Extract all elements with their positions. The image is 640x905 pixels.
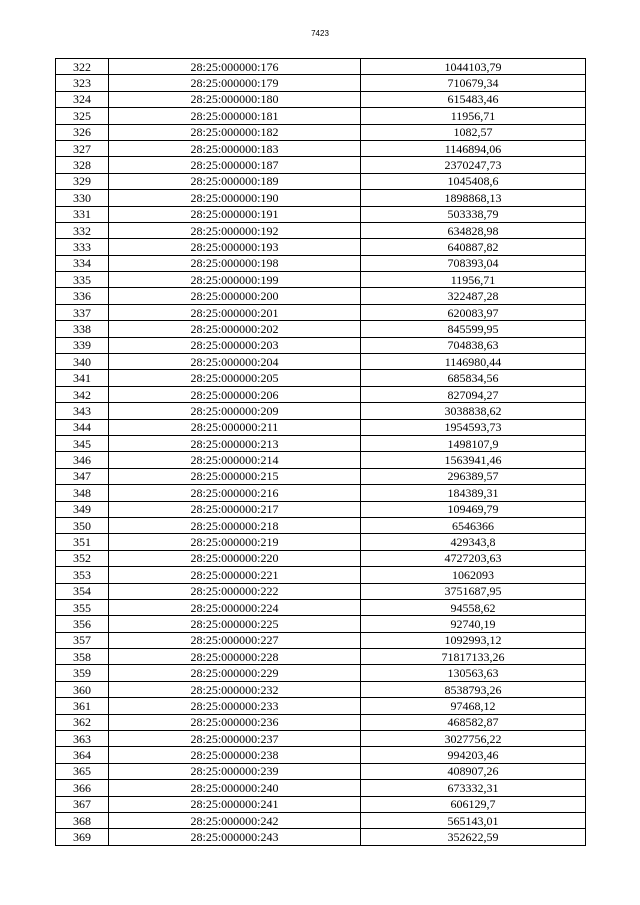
row-number-cell: 364 [56, 747, 109, 763]
row-number-cell: 336 [56, 288, 109, 304]
page-number: 7423 [311, 29, 329, 38]
table-row [56, 321, 586, 337]
cadastral-number-cell: 28:25:000000:187 [109, 157, 361, 173]
table-row [56, 698, 586, 714]
cadastral-number-cell: 28:25:000000:182 [109, 124, 361, 140]
value-cell: 71817133,26 [361, 649, 586, 665]
table-row [56, 665, 586, 681]
row-number-cell: 344 [56, 419, 109, 435]
table-row [56, 157, 586, 173]
value-cell: 634828,98 [361, 222, 586, 238]
table-row [56, 239, 586, 255]
table-row [56, 59, 586, 75]
row-number-cell: 354 [56, 583, 109, 599]
row-number-cell: 352 [56, 550, 109, 566]
row-number-cell: 331 [56, 206, 109, 222]
cadastral-number-cell: 28:25:000000:222 [109, 583, 361, 599]
table-row [56, 763, 586, 779]
value-cell: 4727203,63 [361, 550, 586, 566]
cadastral-number-cell: 28:25:000000:183 [109, 140, 361, 156]
value-cell: 130563,63 [361, 665, 586, 681]
table-row [56, 370, 586, 386]
row-number-cell: 324 [56, 91, 109, 107]
row-number-cell: 358 [56, 649, 109, 665]
value-cell: 97468,12 [361, 698, 586, 714]
row-number-cell: 362 [56, 714, 109, 730]
value-cell: 845599,95 [361, 321, 586, 337]
value-cell: 708393,04 [361, 255, 586, 271]
cadastral-number-cell: 28:25:000000:229 [109, 665, 361, 681]
table-row [56, 403, 586, 419]
value-cell: 1062093 [361, 567, 586, 583]
table-row [56, 75, 586, 91]
cadastral-number-cell: 28:25:000000:220 [109, 550, 361, 566]
row-number-cell: 353 [56, 567, 109, 583]
cadastral-number-cell: 28:25:000000:189 [109, 173, 361, 189]
value-cell: 109469,79 [361, 501, 586, 517]
table-row [56, 714, 586, 730]
value-cell: 710679,34 [361, 75, 586, 91]
row-number-cell: 340 [56, 354, 109, 370]
cadastral-number-cell: 28:25:000000:211 [109, 419, 361, 435]
value-cell: 994203,46 [361, 747, 586, 763]
cadastral-number-cell: 28:25:000000:209 [109, 403, 361, 419]
cadastral-number-cell: 28:25:000000:179 [109, 75, 361, 91]
table-row [56, 91, 586, 107]
value-cell: 94558,62 [361, 599, 586, 615]
table-row [56, 124, 586, 140]
value-cell: 565143,01 [361, 812, 586, 828]
cadastral-number-cell: 28:25:000000:227 [109, 632, 361, 648]
row-number-cell: 343 [56, 403, 109, 419]
cadastral-number-cell: 28:25:000000:215 [109, 468, 361, 484]
value-cell: 184389,31 [361, 485, 586, 501]
value-cell: 296389,57 [361, 468, 586, 484]
cadastral-number-cell: 28:25:000000:237 [109, 731, 361, 747]
table-row [56, 255, 586, 271]
table-row [56, 517, 586, 533]
value-cell: 11956,71 [361, 108, 586, 124]
value-cell: 6546366 [361, 517, 586, 533]
cadastral-number-cell: 28:25:000000:233 [109, 698, 361, 714]
cadastral-number-cell: 28:25:000000:204 [109, 354, 361, 370]
cadastral-number-cell: 28:25:000000:181 [109, 108, 361, 124]
table-body [56, 59, 586, 846]
table-row [56, 337, 586, 353]
cadastral-number-cell: 28:25:000000:203 [109, 337, 361, 353]
row-number-cell: 350 [56, 517, 109, 533]
row-number-cell: 349 [56, 501, 109, 517]
value-cell: 429343,8 [361, 534, 586, 550]
cadastral-number-cell: 28:25:000000:192 [109, 222, 361, 238]
cadastral-number-cell: 28:25:000000:236 [109, 714, 361, 730]
table-row [56, 501, 586, 517]
row-number-cell: 359 [56, 665, 109, 681]
table-row [56, 288, 586, 304]
row-number-cell: 327 [56, 140, 109, 156]
value-cell: 1563941,46 [361, 452, 586, 468]
cadastral-number-cell: 28:25:000000:224 [109, 599, 361, 615]
table-row [56, 419, 586, 435]
row-number-cell: 339 [56, 337, 109, 353]
cadastral-number-cell: 28:25:000000:201 [109, 304, 361, 320]
cadastral-number-cell: 28:25:000000:199 [109, 272, 361, 288]
table-row [56, 780, 586, 796]
row-number-cell: 365 [56, 763, 109, 779]
row-number-cell: 368 [56, 812, 109, 828]
table-row [56, 272, 586, 288]
row-number-cell: 363 [56, 731, 109, 747]
row-number-cell: 351 [56, 534, 109, 550]
row-number-cell: 369 [56, 829, 109, 845]
row-number-cell: 356 [56, 616, 109, 632]
row-number-cell: 329 [56, 173, 109, 189]
cadastral-number-cell: 28:25:000000:241 [109, 796, 361, 812]
row-number-cell: 341 [56, 370, 109, 386]
cadastral-number-cell: 28:25:000000:219 [109, 534, 361, 550]
row-number-cell: 367 [56, 796, 109, 812]
row-number-cell: 333 [56, 239, 109, 255]
table-row [56, 632, 586, 648]
row-number-cell: 347 [56, 468, 109, 484]
row-number-cell: 332 [56, 222, 109, 238]
table-row [56, 731, 586, 747]
cadastral-number-cell: 28:25:000000:214 [109, 452, 361, 468]
value-cell: 1146980,44 [361, 354, 586, 370]
cadastral-number-cell: 28:25:000000:200 [109, 288, 361, 304]
table-row [56, 140, 586, 156]
table-row [56, 452, 586, 468]
cadastral-number-cell: 28:25:000000:180 [109, 91, 361, 107]
table-row [56, 747, 586, 763]
value-cell: 11956,71 [361, 272, 586, 288]
value-cell: 1954593,73 [361, 419, 586, 435]
value-cell: 640887,82 [361, 239, 586, 255]
table-row [56, 796, 586, 812]
cadastral-number-cell: 28:25:000000:206 [109, 386, 361, 402]
cadastral-number-cell: 28:25:000000:191 [109, 206, 361, 222]
row-number-cell: 322 [56, 59, 109, 75]
cadastral-number-cell: 28:25:000000:238 [109, 747, 361, 763]
value-cell: 827094,27 [361, 386, 586, 402]
table-row [56, 534, 586, 550]
table-row [56, 304, 586, 320]
row-number-cell: 366 [56, 780, 109, 796]
value-cell: 352622,59 [361, 829, 586, 845]
value-cell: 3027756,22 [361, 731, 586, 747]
cadastral-table [55, 58, 586, 846]
value-cell: 322487,28 [361, 288, 586, 304]
table-row [56, 190, 586, 206]
value-cell: 2370247,73 [361, 157, 586, 173]
value-cell: 606129,7 [361, 796, 586, 812]
row-number-cell: 338 [56, 321, 109, 337]
value-cell: 1898868,13 [361, 190, 586, 206]
value-cell: 685834,56 [361, 370, 586, 386]
row-number-cell: 346 [56, 452, 109, 468]
table-row [56, 354, 586, 370]
table-row [56, 485, 586, 501]
table-row [56, 812, 586, 828]
cadastral-number-cell: 28:25:000000:176 [109, 59, 361, 75]
row-number-cell: 342 [56, 386, 109, 402]
row-number-cell: 328 [56, 157, 109, 173]
table-row [56, 550, 586, 566]
value-cell: 1092993,12 [361, 632, 586, 648]
cadastral-number-cell: 28:25:000000:243 [109, 829, 361, 845]
row-number-cell: 326 [56, 124, 109, 140]
row-number-cell: 355 [56, 599, 109, 615]
table-row [56, 468, 586, 484]
value-cell: 1146894,06 [361, 140, 586, 156]
value-cell: 1082,57 [361, 124, 586, 140]
value-cell: 1044103,79 [361, 59, 586, 75]
cadastral-number-cell: 28:25:000000:218 [109, 517, 361, 533]
row-number-cell: 335 [56, 272, 109, 288]
value-cell: 704838,63 [361, 337, 586, 353]
table-row [56, 435, 586, 451]
table-row [56, 649, 586, 665]
value-cell: 1498107,9 [361, 435, 586, 451]
value-cell: 615483,46 [361, 91, 586, 107]
value-cell: 620083,97 [361, 304, 586, 320]
cadastral-number-cell: 28:25:000000:240 [109, 780, 361, 796]
value-cell: 503338,79 [361, 206, 586, 222]
cadastral-number-cell: 28:25:000000:228 [109, 649, 361, 665]
table-row [56, 386, 586, 402]
value-cell: 8538793,26 [361, 681, 586, 697]
table-row [56, 681, 586, 697]
row-number-cell: 345 [56, 435, 109, 451]
value-cell: 1045408,6 [361, 173, 586, 189]
cadastral-number-cell: 28:25:000000:232 [109, 681, 361, 697]
table-row [56, 616, 586, 632]
cadastral-number-cell: 28:25:000000:190 [109, 190, 361, 206]
row-number-cell: 348 [56, 485, 109, 501]
cadastral-number-cell: 28:25:000000:202 [109, 321, 361, 337]
cadastral-number-cell: 28:25:000000:225 [109, 616, 361, 632]
row-number-cell: 323 [56, 75, 109, 91]
cadastral-number-cell: 28:25:000000:216 [109, 485, 361, 501]
value-cell: 468582,87 [361, 714, 586, 730]
table-row [56, 583, 586, 599]
row-number-cell: 360 [56, 681, 109, 697]
table-row [56, 108, 586, 124]
table-row [56, 829, 586, 845]
row-number-cell: 330 [56, 190, 109, 206]
row-number-cell: 357 [56, 632, 109, 648]
cadastral-number-cell: 28:25:000000:221 [109, 567, 361, 583]
value-cell: 3038838,62 [361, 403, 586, 419]
cadastral-number-cell: 28:25:000000:205 [109, 370, 361, 386]
table-row [56, 222, 586, 238]
row-number-cell: 325 [56, 108, 109, 124]
row-number-cell: 337 [56, 304, 109, 320]
cadastral-number-cell: 28:25:000000:242 [109, 812, 361, 828]
cadastral-number-cell: 28:25:000000:213 [109, 435, 361, 451]
cadastral-number-cell: 28:25:000000:193 [109, 239, 361, 255]
row-number-cell: 334 [56, 255, 109, 271]
cadastral-number-cell: 28:25:000000:239 [109, 763, 361, 779]
value-cell: 92740,19 [361, 616, 586, 632]
value-cell: 3751687,95 [361, 583, 586, 599]
table-row [56, 567, 586, 583]
row-number-cell: 361 [56, 698, 109, 714]
table-row [56, 599, 586, 615]
table-row [56, 173, 586, 189]
cadastral-number-cell: 28:25:000000:217 [109, 501, 361, 517]
table-row [56, 206, 586, 222]
value-cell: 673332,31 [361, 780, 586, 796]
cadastral-number-cell: 28:25:000000:198 [109, 255, 361, 271]
value-cell: 408907,26 [361, 763, 586, 779]
